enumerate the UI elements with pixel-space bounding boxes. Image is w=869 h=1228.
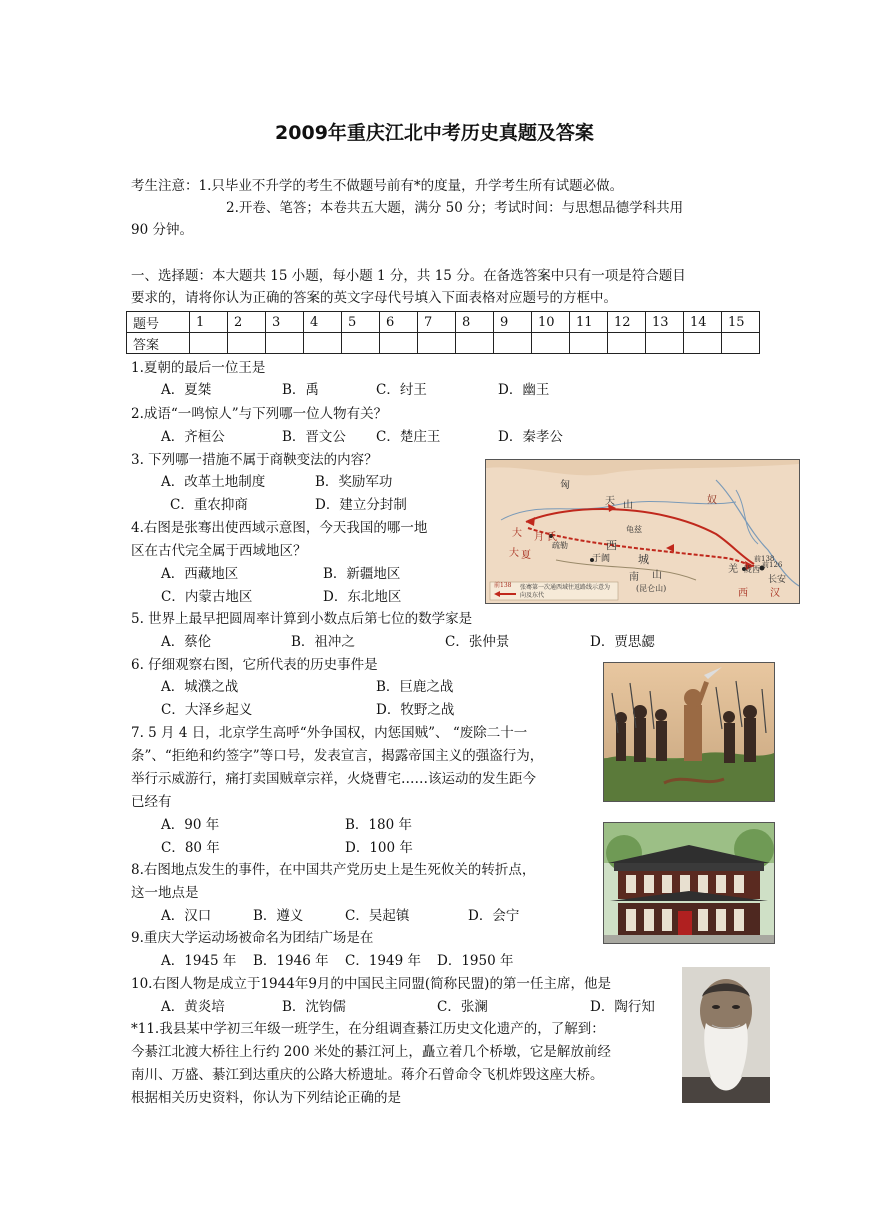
answer-cell[interactable] <box>646 333 684 354</box>
question-7-line-3: 举行示威游行，痛打卖国贼章宗祥，火烧曹宅……该运动的发生距今 <box>131 771 536 787</box>
question-4-line-2: 区在古代完全属于西域地区？ <box>131 543 307 559</box>
option-c: C．内蒙古地区 <box>161 589 253 605</box>
map-year-mark: 前126 <box>762 561 783 569</box>
question-3: 3. 下列哪一措施不属于商鞅变法的内容？ <box>131 452 378 468</box>
answer-cell[interactable] <box>532 333 570 354</box>
option-d: D．贾思勰 <box>590 634 655 650</box>
map-label: 于阗 <box>592 554 611 564</box>
option-c: C．大泽乡起义 <box>161 702 253 718</box>
question-4-line-1: 4.右图是张骞出使西域示意图，今天我国的哪一地 <box>131 520 428 536</box>
section-heading-line-2: 要求的，请将你认为正确的答案的英文字母代号填入下面表格对应题号的方框中。 <box>131 290 617 306</box>
answer-cell[interactable] <box>494 333 532 354</box>
number-cell: 4 <box>304 312 342 333</box>
building-drawing <box>604 823 774 943</box>
option-a: A．齐桓公 <box>161 429 225 445</box>
row-header-number: 题号 <box>127 312 190 333</box>
option-b: B．新疆地区 <box>323 566 401 582</box>
option-c: C．张仲景 <box>445 634 510 650</box>
portrait-drawing <box>682 967 770 1103</box>
question-11-line-1: *11.我县某中学初三年级一班学生，在分组调查綦江历史文化遗产的，了解到： <box>131 1021 605 1037</box>
map-label: 西 <box>738 588 748 599</box>
map-label: 长安 <box>768 575 787 585</box>
map-label: 月 <box>534 532 544 543</box>
map-label: 天 <box>605 496 615 507</box>
option-c: C．楚庄王 <box>376 429 441 445</box>
option-a: A．西藏地区 <box>161 566 239 582</box>
map-label: 氏 <box>547 532 557 543</box>
option-b: B．晋文公 <box>282 429 346 445</box>
map-label: 奴 <box>707 495 717 506</box>
number-cell: 6 <box>380 312 418 333</box>
zunyi-building-photo <box>603 822 775 944</box>
option-b: B．巨鹿之战 <box>376 679 454 695</box>
zhang-lan-portrait <box>682 967 770 1103</box>
question-7-line-2: 条”、“拒绝和约签字”等口号，发表宣言，揭露帝国主义的强盗行为， <box>131 748 544 764</box>
section-heading-line-1: 一、选择题：本大题共 15 小题，每小题 1 分，共 15 分。在备选答案中只有一项是符合题目 <box>131 268 686 284</box>
answer-cell[interactable] <box>228 333 266 354</box>
map-year-mark: 前138 <box>754 555 775 563</box>
option-b: B．180 年 <box>345 817 412 833</box>
option-b: B．沈钧儒 <box>282 999 346 1015</box>
option-b: B．禹 <box>282 382 319 398</box>
question-11-line-3: 南川、万盛、綦江到达重庆的公路大桥遗址。蒋介石曾命令飞机炸毁这座大桥。 <box>131 1067 604 1083</box>
question-11-line-2: 今綦江北渡大桥往上行约 200 米处的綦江河上，矗立着几个桥墩，它是解放前经 <box>131 1044 611 1060</box>
number-cell: 13 <box>646 312 684 333</box>
map-label: 匈 <box>560 480 570 491</box>
answer-cell[interactable] <box>342 333 380 354</box>
answer-cell[interactable] <box>684 333 722 354</box>
painting-drawing <box>604 663 774 801</box>
question-8-line-1: 8.右图地点发生的事件，在中国共产党历史上是生死攸关的转折点， <box>131 862 536 878</box>
option-d: D．秦孝公 <box>498 429 563 445</box>
number-cell: 12 <box>608 312 646 333</box>
answer-cell[interactable] <box>190 333 228 354</box>
document-title: 2009年重庆江北中考历史真题及答案 <box>275 122 594 144</box>
answer-cell[interactable] <box>304 333 342 354</box>
option-d: D．会宁 <box>468 908 520 924</box>
map-label: 汉 <box>770 588 780 599</box>
option-a: A．90 年 <box>161 817 220 833</box>
map-label: 夏 <box>521 550 531 561</box>
option-c: C．张澜 <box>437 999 488 1015</box>
option-c: C．1949 年 <box>345 953 421 969</box>
map-legend-year: 前138 <box>494 582 512 589</box>
option-d: D．东北地区 <box>323 589 402 605</box>
option-a: A．改革土地制度 <box>161 474 266 490</box>
option-d: D．牧野之战 <box>376 702 455 718</box>
number-cell: 3 <box>266 312 304 333</box>
option-c: C．纣王 <box>376 382 427 398</box>
map-label: 山 <box>623 500 633 511</box>
answer-table <box>126 311 760 354</box>
answer-table-answer-row <box>127 333 760 354</box>
map-label: 陇西 <box>744 565 760 574</box>
option-a: A．夏桀 <box>161 382 212 398</box>
option-a: A．1945 年 <box>161 953 237 969</box>
answer-cell[interactable] <box>608 333 646 354</box>
uprising-painting <box>603 662 775 802</box>
map-label: 大 <box>509 548 519 559</box>
zhang-qian-route-map <box>485 459 800 604</box>
answer-cell[interactable] <box>418 333 456 354</box>
option-c: C．重农抑商 <box>170 497 248 513</box>
option-c: C．吴起镇 <box>345 908 410 924</box>
question-11-line-4: 根据相关历史资料，你认为下列结论正确的是 <box>131 1090 401 1106</box>
map-label: 西 <box>606 539 617 552</box>
question-7-line-4: 已经有 <box>131 794 172 810</box>
question-9: 9.重庆大学运动场被命名为团结广场是在 <box>131 930 374 946</box>
question-6: 6. 仔细观察右图，它所代表的历史事件是 <box>131 657 378 673</box>
option-d: D．陶行知 <box>590 999 655 1015</box>
option-d: D．建立分封制 <box>315 497 407 513</box>
number-cell: 7 <box>418 312 456 333</box>
answer-cell[interactable] <box>266 333 304 354</box>
question-5: 5. 世界上最早把圆周率计算到小数点后第七位的数学家是 <box>131 611 473 627</box>
number-cell: 11 <box>570 312 608 333</box>
number-cell: 1 <box>190 312 228 333</box>
number-cell: 8 <box>456 312 494 333</box>
option-b: B．祖冲之 <box>291 634 355 650</box>
number-cell: 5 <box>342 312 380 333</box>
question-2: 2.成语“一鸣惊人”与下列哪一位人物有关？ <box>131 406 388 422</box>
map-label: 南 <box>629 572 639 583</box>
option-b: B．1946 年 <box>253 953 329 969</box>
question-1: 1.夏朝的最后一位王是 <box>131 360 266 376</box>
answer-cell[interactable] <box>380 333 418 354</box>
answer-table-number-row <box>127 312 760 333</box>
option-a: A．黄炎培 <box>161 999 225 1015</box>
option-a: A．蔡伦 <box>161 634 212 650</box>
option-b: B．奖励军功 <box>315 474 393 490</box>
notice-line-1: 考生注意：1.只毕业不升学的考生不做题号前有*的度量，升学考生所有试题必做。 <box>131 178 624 194</box>
row-header-answer: 答案 <box>127 333 190 354</box>
map-label: 城 <box>638 553 649 566</box>
option-a: A．城濮之战 <box>161 679 239 695</box>
map-label: 龟兹 <box>626 525 642 534</box>
option-c: C．80 年 <box>161 840 220 856</box>
option-b: B．遵义 <box>253 908 304 924</box>
question-7-line-1: 7. 5 月 4 日，北京学生高呼“外争国权，内惩国贼”、 “废除二十一 <box>131 725 528 741</box>
map-legend-note: 张骞第一次通西域往返路线示意为向及东代 <box>520 584 611 599</box>
question-10: 10.右图人物是成立于1944年9月的中国民主同盟(简称民盟)的第一任主席，他是 <box>131 976 611 992</box>
answer-cell[interactable] <box>570 333 608 354</box>
number-cell: 10 <box>532 312 570 333</box>
option-d: D．100 年 <box>345 840 413 856</box>
map-label: (昆仑山) <box>636 584 667 593</box>
number-cell: 9 <box>494 312 532 333</box>
answer-cell[interactable] <box>722 333 760 354</box>
map-drawing <box>486 460 799 603</box>
number-cell: 14 <box>684 312 722 333</box>
option-a: A．汉口 <box>161 908 212 924</box>
question-8-line-2: 这一地点是 <box>131 885 199 901</box>
option-d: D．幽王 <box>498 382 550 398</box>
notice-line-2: 2.开卷、笔答；本卷共五大题，满分 50 分；考试时间：与思想品德学科共用 <box>226 200 684 216</box>
option-d: D．1950 年 <box>437 953 514 969</box>
map-label: 疏勒 <box>552 541 568 550</box>
map-label: 大 <box>512 528 522 539</box>
number-cell: 2 <box>228 312 266 333</box>
number-cell: 15 <box>722 312 760 333</box>
answer-cell[interactable] <box>456 333 494 354</box>
notice-line-3: 90 分钟。 <box>131 222 193 238</box>
map-label: 山 <box>652 570 662 581</box>
map-label: 羌 <box>728 564 738 575</box>
